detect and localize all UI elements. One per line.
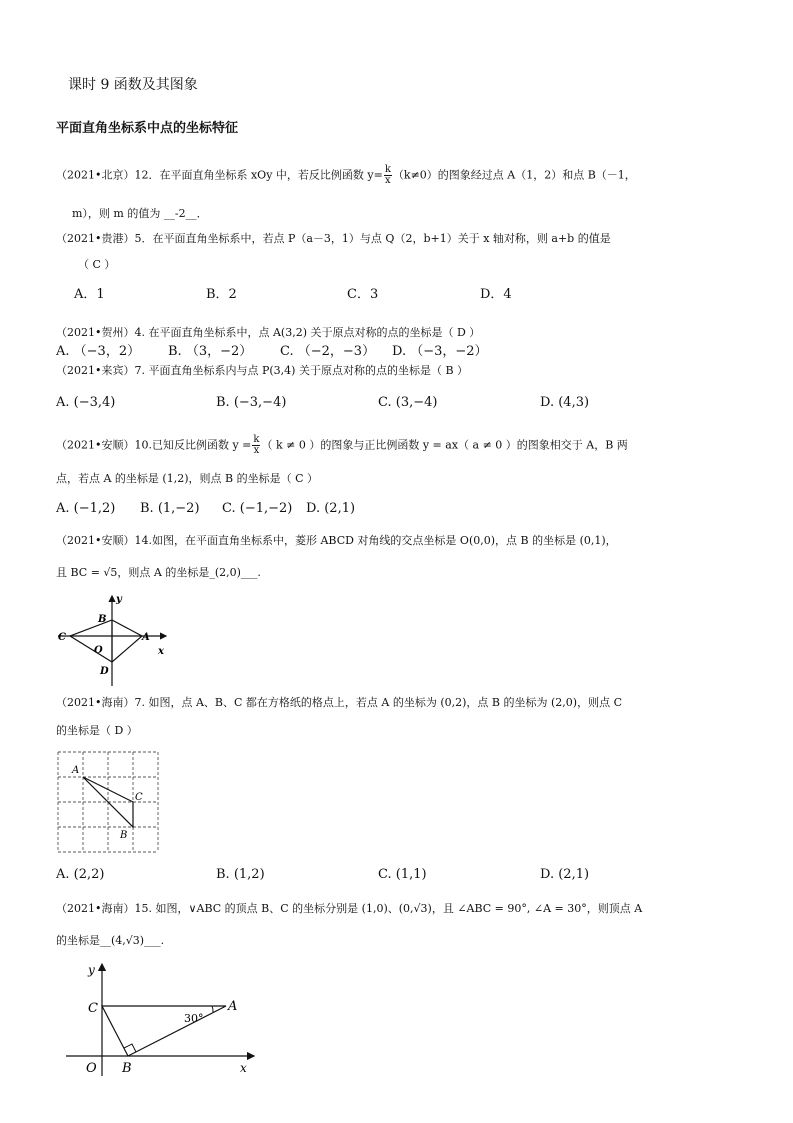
right-triangle-figure: [62, 960, 262, 1080]
label-d: D: [100, 666, 109, 677]
grid-label-c: C: [135, 792, 143, 803]
q7-line2: 的坐标是（ D ）: [56, 724, 138, 737]
q5-option-a: A. (−1,2): [56, 501, 116, 516]
label-b-2: B: [122, 1061, 132, 1076]
label-y-2: y: [88, 963, 95, 977]
q6-line2: 且 BC = √5，则点 A 的坐标是_(2,0)___.: [56, 566, 261, 579]
page-title: 课时 9 函数及其图象: [68, 77, 198, 93]
q7-option-d: D. (2,1): [540, 867, 590, 882]
q3-option-a: A. （−3，2）: [56, 344, 141, 359]
grid-label-b: B: [120, 830, 128, 841]
q4-option-d: D. (4,3): [540, 395, 590, 410]
q2-line2: （ C ）: [78, 258, 116, 271]
q5-option-c: C. (−1,−2): [222, 501, 293, 516]
q4-option-b: B. (−3,−4): [216, 395, 287, 410]
q3-option-c: C. （−2，−3）: [280, 344, 376, 359]
rhombus-figure: [54, 590, 174, 688]
q5-line1: [56, 435, 628, 456]
q1-numerator: k: [384, 164, 391, 175]
q5-numerator: k: [253, 434, 260, 445]
q5-denominator: x: [253, 445, 260, 456]
angle-label: 30°: [184, 1012, 204, 1025]
q8-line2: 的坐标是__(4,√3)___.: [56, 934, 165, 947]
q2-option-a: A．1: [74, 287, 105, 302]
triangle-abc-2: [102, 1006, 226, 1056]
q1-text-b: （k≠0）的图象经过点 A（1，2）和点 B（－1，: [392, 168, 636, 182]
q5-option-b: B. (1,−2): [140, 501, 200, 516]
q3-option-d: D. （−3，−2）: [392, 344, 488, 359]
q4-option-a: A. (−3,4): [56, 395, 116, 410]
q2-option-d: D．4: [480, 287, 512, 302]
q7-option-b: B. (1,2): [216, 867, 265, 882]
q4-line1: （2021•来宾）7. 平面直角坐标系内与点 P(3,4) 关于原点对称的点的坐标是（ B ）: [56, 364, 469, 377]
label-o: O: [94, 645, 103, 656]
section-title: 平面直角坐标系中点的坐标特征: [56, 121, 239, 136]
q5-text-a: （2021•安顺）10.已知反比例函数 y =: [56, 438, 252, 452]
q7-option-a: A. (2,2): [56, 867, 105, 882]
label-x: x: [158, 646, 164, 657]
q5-fraction: [252, 435, 260, 456]
grid-label-a: A: [72, 765, 80, 776]
q7-line1: （2021•海南）7. 如图，点 A、B、C 都在方格纸的格点上，若点 A 的坐标为 (0,2)，点 B 的坐标为 (2,0)，则点 C: [56, 696, 622, 709]
q7-option-c: C. (1,1): [378, 867, 427, 882]
grid-figure: [54, 748, 164, 858]
label-c: C: [58, 632, 66, 643]
q1-fraction: [384, 165, 392, 186]
label-c-2: C: [88, 1001, 98, 1016]
q3-line1: （2021•贺州）4. 在平面直角坐标系中，点 A(3,2) 关于原点对称的点的坐标是（ D ）: [56, 326, 481, 339]
q6-line1: （2021•安顺）14.如图，在平面直角坐标系中，菱形 ABCD 对角线的交点坐标是 O(0,0)，点 B 的坐标是 (0,1)，: [56, 534, 617, 547]
q5-text-b: （ k ≠ 0 ）的图象与正比例函数 y = ax（ a ≠ 0 ）的图象相交于 A，B 两: [261, 438, 628, 452]
label-a-2: A: [228, 999, 238, 1014]
rhombus: [70, 620, 142, 662]
q1-line1: [56, 165, 636, 186]
q1-line2: m），则 m 的值为 __-2__．: [72, 207, 208, 220]
q2-option-b: B．2: [206, 287, 237, 302]
label-a: A: [142, 632, 150, 643]
angle-arc: [212, 1006, 213, 1012]
q3-option-b: B. （3，−2）: [168, 344, 253, 359]
q5-line2: 点，若点 A 的坐标是 (1,2)，则点 B 的坐标是（ C ）: [56, 472, 318, 485]
label-b: B: [98, 614, 107, 625]
label-y: y: [116, 594, 122, 605]
q2-line1: （2021•贵港）5．在平面直角坐标系中，若点 P（a－3，1）与点 Q（2，b+1）关于 x 轴对称，则 a+b 的值是: [56, 232, 611, 245]
label-x-2: x: [240, 1061, 247, 1075]
label-o-2: O: [86, 1061, 97, 1076]
q8-line1: （2021•海南）15. 如图，∨ABC 的顶点 B、C 的坐标分别是 (1,0)、(0,√3)，且 ∠ABC = 90°, ∠A = 30°，则顶点 A: [56, 902, 643, 915]
q5-option-d: D. (2,1): [306, 501, 356, 516]
q2-option-c: C．3: [347, 287, 379, 302]
q4-option-c: C. (3,−4): [378, 395, 438, 410]
q1-text-a: （2021•北京）12．在平面直角坐标系 xOy 中，若反比例函数 y=: [56, 168, 383, 182]
q1-denominator: x: [385, 175, 391, 186]
